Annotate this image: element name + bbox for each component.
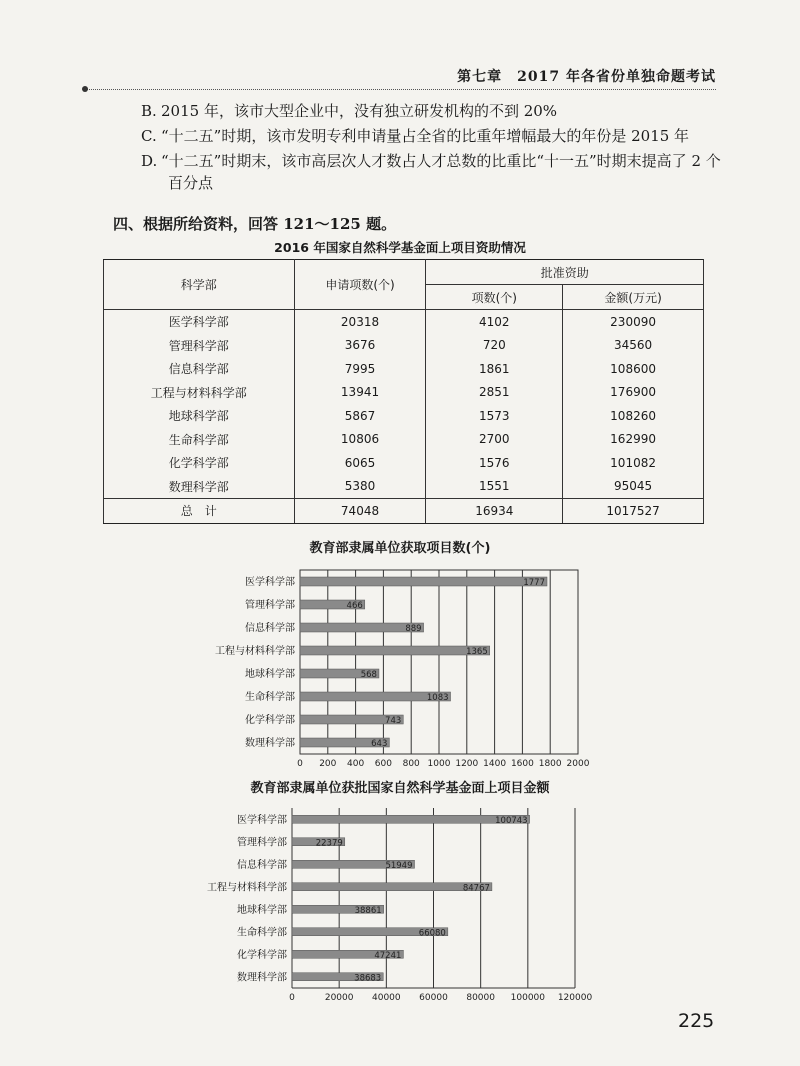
cell-applications: 3676 — [294, 334, 426, 358]
bar — [300, 577, 547, 586]
category-label: 化学科学部 — [245, 715, 295, 726]
category-label: 工程与材料科学部 — [207, 882, 287, 894]
table-row — [104, 334, 704, 358]
cell-applications: 5380 — [294, 475, 426, 499]
option-b-text: 2015 年，该市大型企业中，没有独立研发机构的不到 20% — [161, 102, 558, 120]
table-row — [104, 381, 704, 405]
data-label: 51949 — [385, 860, 413, 871]
category-label: 管理科学部 — [245, 600, 295, 611]
cell-dept: 管理科学部 — [104, 334, 295, 358]
running-header — [86, 58, 716, 88]
category-label: 工程与材料科学部 — [215, 646, 295, 657]
cell-items: 4102 — [426, 310, 563, 334]
option-c — [141, 125, 689, 147]
data-label: 1365 — [466, 647, 488, 657]
cell-dept: 数理科学部 — [104, 475, 295, 499]
bar — [292, 815, 530, 823]
header-approved-items: 项数(个) — [426, 285, 563, 310]
option-b-letter: B. — [141, 102, 157, 120]
option-d — [141, 150, 721, 172]
cell-amount: 34560 — [563, 334, 704, 358]
data-label: 66080 — [418, 928, 446, 939]
section-title: 四、根据所给资料，回答 121～125 题。 — [113, 215, 397, 233]
category-label: 生命科学部 — [245, 692, 295, 703]
table-row — [104, 428, 704, 452]
chart-amounts — [195, 798, 625, 1010]
cell-items: 720 — [426, 334, 563, 358]
option-b — [141, 100, 557, 122]
table-row — [104, 451, 704, 475]
tick-label: 1400 — [483, 759, 507, 769]
header-approved-amount: 金额(万元) — [563, 285, 704, 310]
cell-amount: 108260 — [563, 404, 704, 428]
bar — [300, 646, 490, 655]
total-label: 总 计 — [104, 499, 295, 524]
data-label: 889 — [405, 624, 422, 634]
header-dot — [82, 86, 88, 92]
category-label: 地球科学部 — [245, 669, 295, 680]
tick-label: 400 — [347, 759, 365, 769]
cell-amount: 162990 — [563, 428, 704, 452]
total-amount: 1017527 — [563, 499, 704, 524]
cell-dept: 地球科学部 — [104, 404, 295, 428]
category-label: 管理科学部 — [237, 837, 287, 849]
option-d-continuation: 百分点 — [168, 174, 214, 192]
chart1-title: 教育部隶属单位获取项目数(个) — [309, 541, 491, 556]
cell-items: 1576 — [426, 451, 563, 475]
table-row — [104, 404, 704, 428]
category-label: 信息科学部 — [245, 623, 295, 634]
page-number: 225 — [678, 1010, 715, 1032]
cell-applications: 5867 — [294, 404, 426, 428]
chart-projects — [200, 558, 620, 773]
cell-items: 2700 — [426, 428, 563, 452]
tick-label: 80000 — [466, 993, 495, 1003]
category-label: 地球科学部 — [237, 904, 287, 916]
tick-label: 100000 — [510, 993, 546, 1003]
data-label: 1777 — [523, 578, 546, 588]
cell-dept: 工程与材料科学部 — [104, 381, 295, 405]
data-label: 1083 — [426, 693, 449, 703]
header-dept: 科学部 — [104, 260, 295, 310]
category-label: 医学科学部 — [245, 577, 295, 588]
cell-applications: 20318 — [294, 310, 426, 334]
tick-label: 0 — [297, 759, 303, 769]
cell-dept: 生命科学部 — [104, 428, 295, 452]
cell-items: 1573 — [426, 404, 563, 428]
cell-amount: 230090 — [563, 310, 704, 334]
table-row — [104, 357, 704, 381]
tick-label: 120000 — [557, 993, 593, 1003]
data-label: 100743 — [495, 815, 528, 826]
category-label: 数理科学部 — [245, 738, 295, 749]
cell-items: 1551 — [426, 475, 563, 499]
data-label: 84767 — [462, 883, 490, 894]
data-label: 743 — [385, 716, 402, 726]
tick-label: 0 — [289, 993, 295, 1003]
cell-applications: 10806 — [294, 428, 426, 452]
cell-applications: 6065 — [294, 451, 426, 475]
cell-amount: 108600 — [563, 357, 704, 381]
cell-applications: 13941 — [294, 381, 426, 405]
table-row — [104, 310, 704, 334]
category-label: 生命科学部 — [237, 927, 287, 939]
tick-label: 40000 — [372, 993, 401, 1003]
data-label: 466 — [346, 601, 363, 611]
table-row — [104, 475, 704, 499]
header-approved: 批准资助 — [426, 260, 704, 285]
data-label: 568 — [360, 670, 377, 680]
cell-dept: 医学科学部 — [104, 310, 295, 334]
cell-amount: 101082 — [563, 451, 704, 475]
chart2-title: 教育部隶属单位获批国家自然科学基金面上项目金额 — [250, 781, 550, 796]
option-c-letter: C. — [141, 127, 157, 145]
option-d-letter: D. — [141, 152, 158, 170]
category-label: 信息科学部 — [237, 859, 287, 871]
grant-table — [103, 259, 704, 524]
category-label: 化学科学部 — [237, 949, 287, 961]
tick-label: 600 — [374, 759, 392, 769]
total-applications: 74048 — [294, 499, 426, 524]
data-label: 643 — [371, 739, 388, 749]
tick-label: 800 — [402, 759, 420, 769]
cell-amount: 95045 — [563, 475, 704, 499]
tick-label: 2000 — [566, 759, 590, 769]
option-d-text: “十二五”时期末，该市高层次人才数占人才总数的比重比“十一五”时期末提高了 2 个 — [161, 152, 721, 170]
cell-amount: 176900 — [563, 381, 704, 405]
table-title: 2016 年国家自然科学基金面上项目资助情况 — [274, 240, 526, 255]
cell-applications: 7995 — [294, 357, 426, 381]
cell-items: 2851 — [426, 381, 563, 405]
header-applications: 申请项数(个) — [294, 260, 426, 310]
tick-label: 1800 — [538, 759, 562, 769]
category-label: 医学科学部 — [237, 814, 287, 826]
tick-label: 200 — [319, 759, 337, 769]
tick-label: 1000 — [427, 759, 451, 769]
chapter-title: 第七章 2017 年各省份单独命题考试 — [457, 69, 716, 85]
tick-label: 60000 — [419, 993, 448, 1003]
cell-items: 1861 — [426, 357, 563, 381]
tick-label: 1600 — [510, 759, 534, 769]
data-label: 22379 — [315, 838, 343, 849]
data-label: 38861 — [354, 905, 382, 916]
cell-dept: 信息科学部 — [104, 357, 295, 381]
category-label: 数理科学部 — [237, 972, 287, 984]
data-label: 47241 — [374, 950, 402, 961]
data-label: 38683 — [354, 973, 382, 984]
cell-dept: 化学科学部 — [104, 451, 295, 475]
tick-label: 20000 — [324, 993, 354, 1003]
tick-label: 1200 — [455, 759, 479, 769]
total-items: 16934 — [426, 499, 563, 524]
header-rule — [86, 89, 716, 90]
option-c-text: “十二五”时期，该市发明专利申请量占全省的比重年增幅最大的年份是 2015 年 — [161, 127, 690, 145]
table-total-row — [104, 499, 704, 524]
